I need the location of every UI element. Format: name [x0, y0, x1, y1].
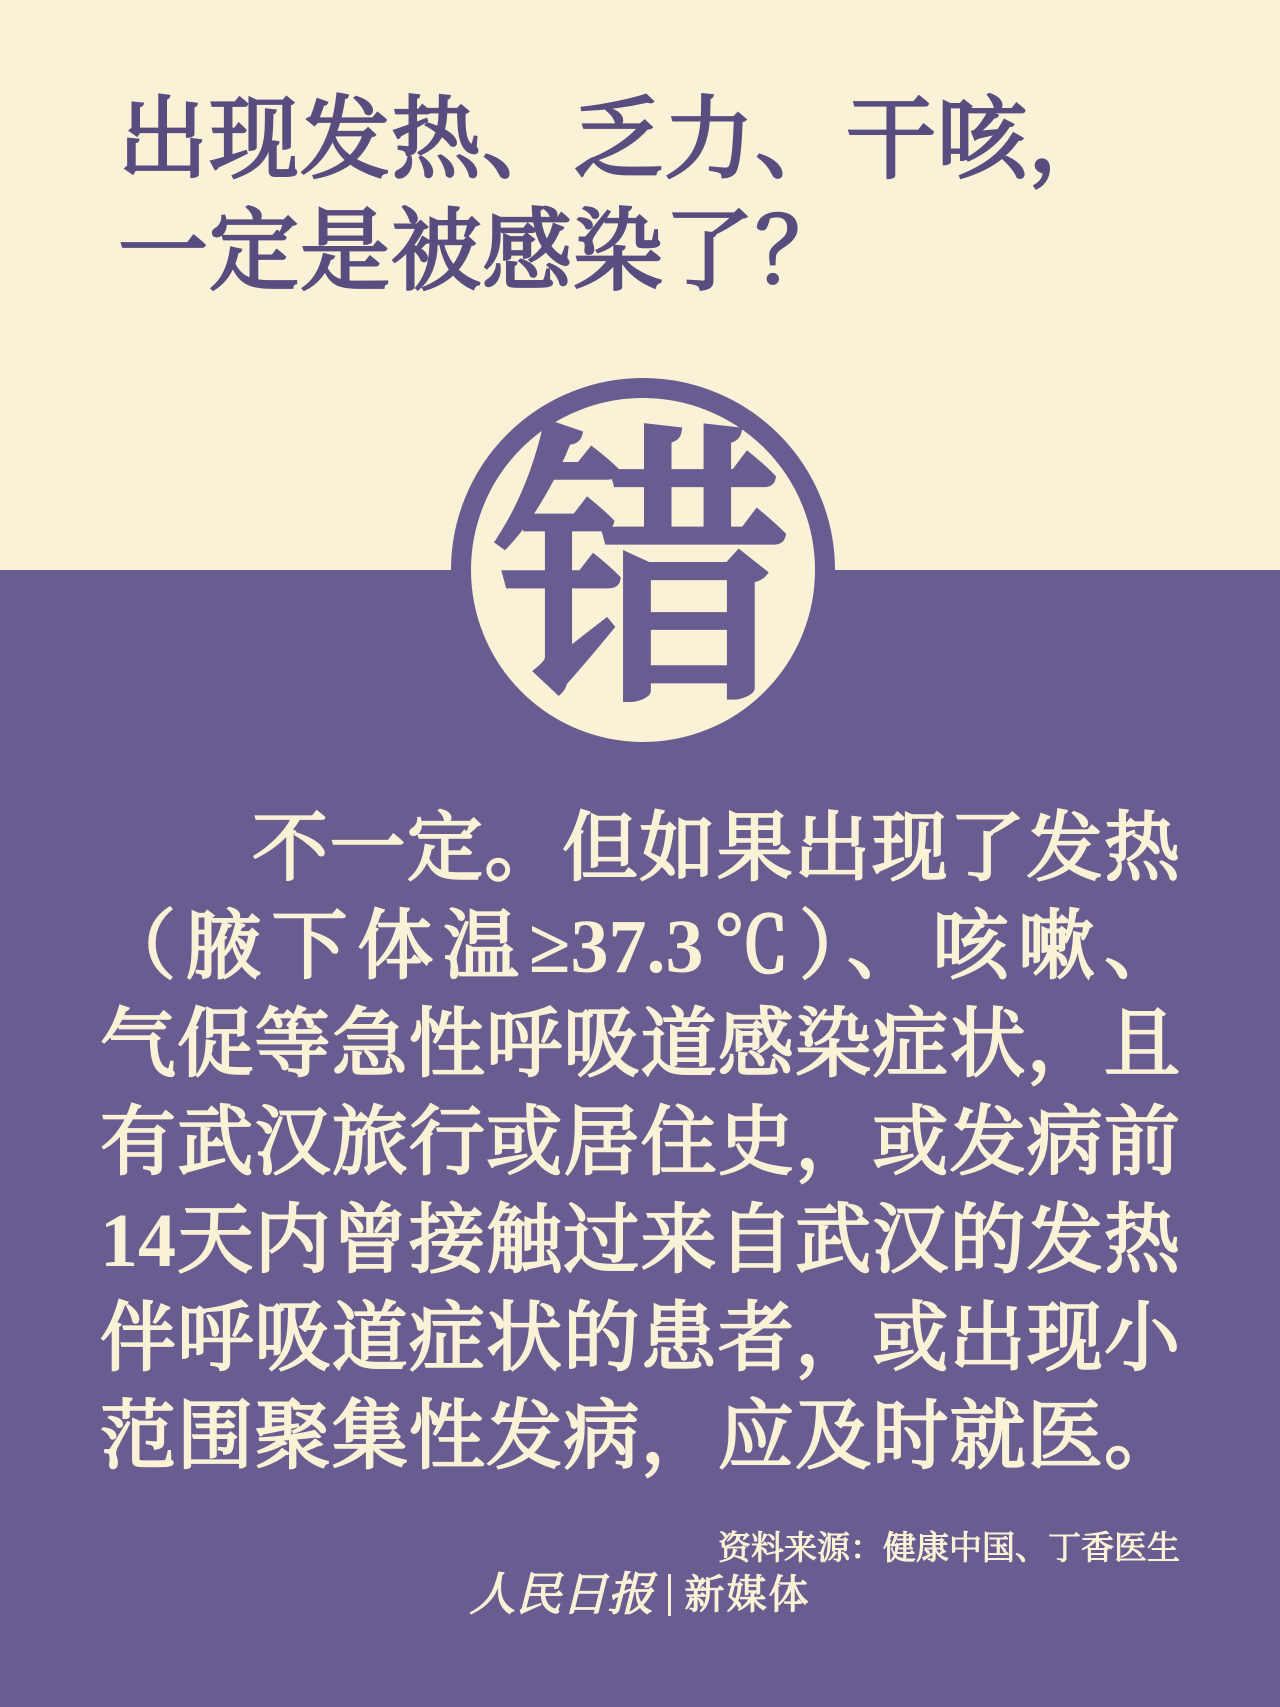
- answer-line: 14天内曾接触过来自武汉的发热: [100, 1199, 1180, 1283]
- footer-logo: [0, 1569, 1280, 1620]
- poster-title: [118, 84, 1119, 308]
- people-daily-masthead: 人民日报: [469, 1569, 654, 1620]
- answer-line: 范围聚集性发病，应及时就医。: [100, 1395, 1180, 1479]
- wrong-stamp-circle: [451, 378, 835, 762]
- title-line-2: 一定是被感染了？: [118, 202, 846, 302]
- wrong-stamp-character: 错: [495, 410, 791, 738]
- answer-paragraph: [100, 800, 1180, 1486]
- logo-divider: [668, 1574, 671, 1616]
- new-media-brand: 新媒体: [684, 1573, 811, 1617]
- answer-line: 有武汉旅行或居住史，或发病前: [100, 1101, 1180, 1185]
- answer-line: 气促等急性呼吸道感染症状，且: [100, 1003, 1180, 1087]
- source-attribution: 资料来源：健康中国、丁香医生: [718, 1531, 1180, 1567]
- answer-line: 伴呼吸道症状的患者，或出现小: [100, 1297, 1180, 1381]
- title-line-1: 出现发热、乏力、干咳，: [118, 90, 1119, 190]
- answer-line: （腋下体温≥37.3℃）、咳嗽、: [100, 905, 1180, 989]
- answer-line: 不一定。但如果出现了发热: [252, 807, 1180, 891]
